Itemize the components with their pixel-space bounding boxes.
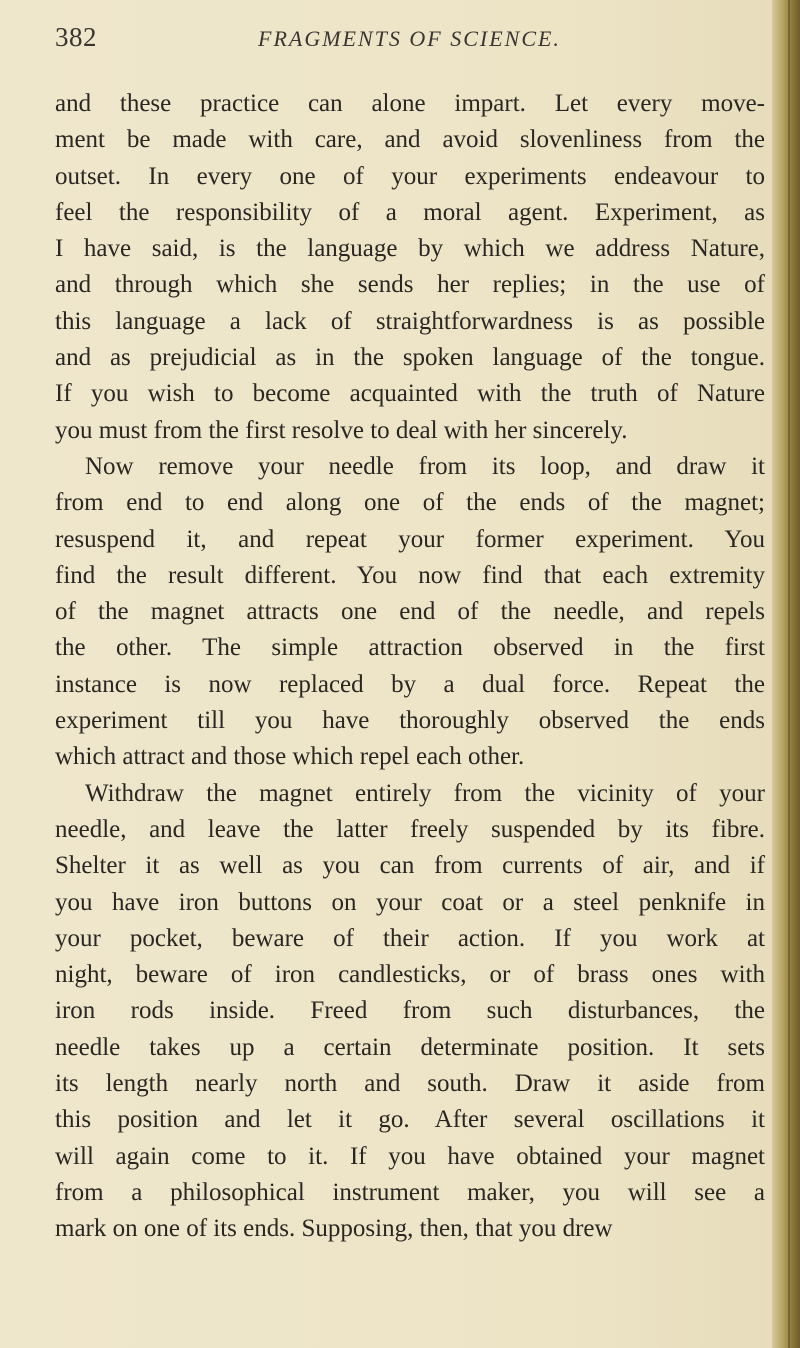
text-line: which attract and those which repel each other. (55, 743, 525, 771)
text-line: night, beware of iron candlesticks, or of brass ones with (55, 961, 765, 989)
text-line: and through which she sends her replies; in the use of (55, 271, 765, 299)
text-line: iron rods inside. Freed from such disturbances, the (55, 997, 765, 1025)
text-line: find the result different. You now find that each extremity (55, 561, 765, 589)
text-line: from a philosophical instrument maker, you will see a (55, 1178, 765, 1206)
text-line: this position and let it go. After several oscillations it (55, 1106, 765, 1134)
text-line: needle, and leave the latter freely suspended by its fibre. (55, 815, 765, 843)
text-line: will again come to it. If you have obtained your magnet (55, 1142, 765, 1170)
text-line: Now remove your needle from its loop, and draw it (85, 452, 765, 480)
text-line: mark on one of its ends. Supposing, then, that you drew (55, 1215, 613, 1243)
text-line: you have iron buttons on your coat or a steel penknife in (55, 888, 765, 916)
text-line: of the magnet attracts one end of the needle, and repels (55, 598, 765, 626)
text-line: ment be made with care, and avoid slovenliness from the (55, 126, 765, 154)
text-line: Withdraw the magnet entirely from the vicinity of your (85, 779, 765, 807)
page-number: 382 (55, 22, 97, 52)
running-head: FRAGMENTS OF SCIENCE. (258, 26, 561, 51)
text-line: this language a lack of straightforwardness is as possible (55, 307, 765, 335)
binding-shadow-line (788, 0, 790, 1348)
text-line: outset. In every one of your experiments endeavour to (55, 162, 765, 190)
body-text (55, 86, 765, 1248)
text-line: from end to end along one of the ends of the magnet; (55, 489, 765, 517)
text-line: experiment till you have thoroughly observed the ends (55, 707, 765, 735)
text-line: If you wish to become acquainted with the truth of Nature (55, 380, 765, 408)
text-line: instance is now replaced by a dual force. Repeat the (55, 670, 765, 698)
text-line: its length nearly north and south. Draw it aside from (55, 1070, 765, 1098)
book-binding-edge (772, 0, 800, 1348)
text-line: you must from the first resolve to deal with her sincerely. (55, 416, 628, 444)
text-line: and as prejudicial as in the spoken language of the tongue. (55, 344, 765, 372)
text-line: resuspend it, and repeat your former experiment. You (55, 525, 765, 553)
text-line: and these practice can alone impart. Let every move- (55, 90, 765, 117)
text-line: feel the responsibility of a moral agent. Experiment, as (55, 198, 765, 226)
text-line: your pocket, beware of their action. If you work at (55, 924, 765, 952)
text-line: the other. The simple attraction observed in the first (55, 634, 765, 662)
page-header (55, 22, 755, 62)
text-line: I have said, is the language by which we address Nature, (55, 235, 765, 263)
text-line: needle takes up a certain determinate position. It sets (55, 1033, 765, 1061)
text-line: Shelter it as well as you can from currents of air, and if (55, 852, 765, 880)
